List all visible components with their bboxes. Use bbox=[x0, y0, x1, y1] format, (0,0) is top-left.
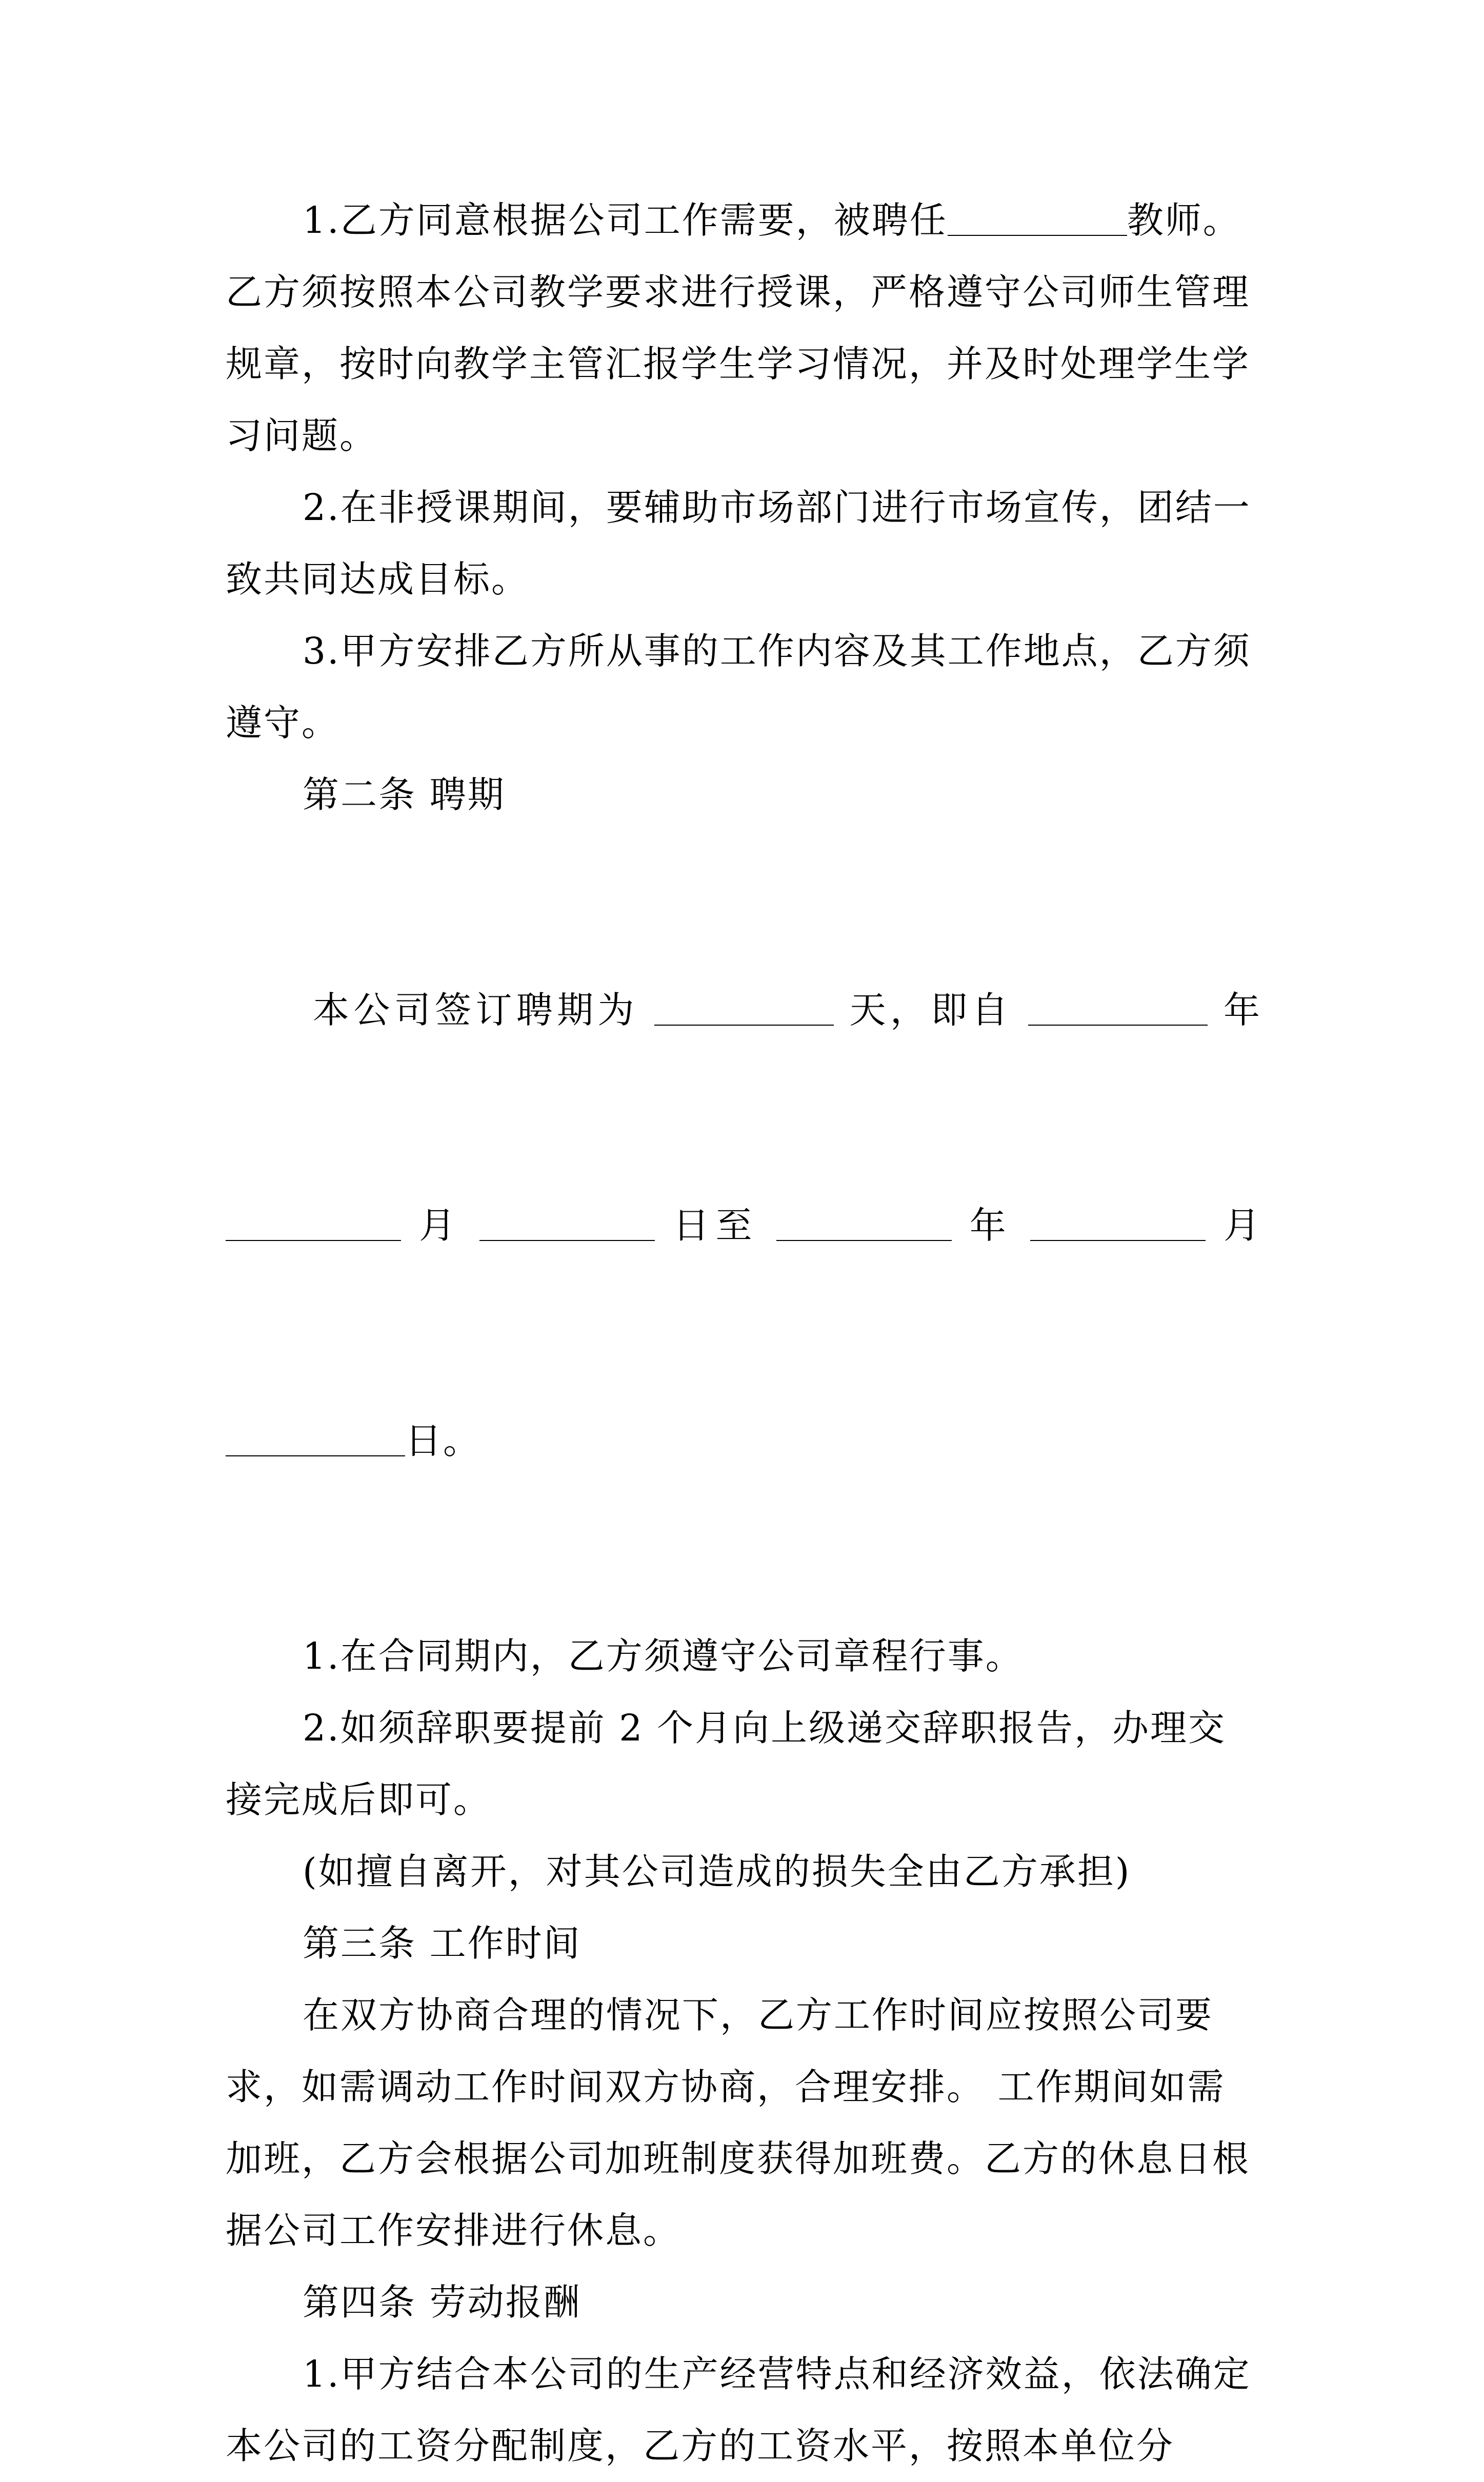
paragraph-duty-1 bbox=[226, 185, 1261, 472]
term-line-3 bbox=[226, 1405, 1261, 1477]
position-blank bbox=[948, 205, 1127, 236]
end-month-blank bbox=[1030, 1210, 1206, 1241]
end-year-blank bbox=[776, 1210, 952, 1241]
paragraph-term-rule-2: 2.如须辞职要提前 2 个月向上级递交辞职报告，办理交接完成后即可。 bbox=[226, 1707, 1227, 1821]
paragraph-term-note: (如擅自离开，对其公司造成的损失全由乙方承担) bbox=[303, 1850, 1131, 1893]
term-text-e: 日至 bbox=[673, 1204, 758, 1247]
end-day-blank bbox=[226, 1426, 405, 1456]
heading-article-3: 第三条 工作时间 bbox=[303, 1922, 581, 1965]
duty-1-text-rest: 乙方须按照本公司教学要求进行授课，严格遵守公司师生管理规章，按时向教学主管汇报学生学习情况，并及时处理学生学习问题。 bbox=[226, 271, 1251, 457]
term-text-h: 日。 bbox=[405, 1419, 482, 1462]
paragraph-term-rule-1: 1.在合同期内，乙方须遵守公司章程行事。 bbox=[303, 1635, 1024, 1677]
heading-article-2: 第二条 聘期 bbox=[303, 773, 506, 816]
paragraph-duty-3: 3.甲方安排乙方所从事的工作内容及其工作地点，乙方须遵守。 bbox=[226, 630, 1251, 744]
term-text-c: 年 bbox=[1223, 989, 1261, 1031]
paragraph-pay-1: 1.甲方结合本公司的生产经营特点和经济效益，依法确定本公司的工资分配制度，乙方的工资水平，按照本单位分 bbox=[226, 2353, 1251, 2467]
term-line-1 bbox=[226, 974, 1261, 1046]
term-text-f: 年 bbox=[969, 1204, 1013, 1247]
start-year-blank bbox=[1028, 995, 1208, 1026]
term-text-g: 月 bbox=[1224, 1204, 1262, 1247]
term-line-2 bbox=[226, 1190, 1261, 1262]
paragraph-term bbox=[226, 831, 1261, 1620]
term-days-blank bbox=[654, 995, 834, 1026]
start-month-blank bbox=[226, 1210, 401, 1241]
paragraph-work-hours: 在双方协商合理的情况下，乙方工作时间应按照公司要求，如需调动工作时间双方协商，合理安排。 工作期间如需加班，乙方会根据公司加班制度获得加班费。乙方的休息日根据公司工作安排进行休息。 bbox=[226, 1994, 1251, 2252]
duty-1-text-before: 1.乙方同意根据公司工作需要，被聘任 bbox=[303, 199, 948, 242]
term-text-d: 月 bbox=[418, 1204, 462, 1247]
document-body bbox=[226, 185, 1261, 2482]
term-text-a: 本公司签订聘期为 bbox=[313, 989, 638, 1031]
heading-article-4: 第四条 劳动报酬 bbox=[303, 2281, 581, 2324]
start-day-blank bbox=[479, 1210, 655, 1241]
duty-1-text-after: 教师。 bbox=[1127, 199, 1241, 242]
paragraph-duty-2: 2.在非授课期间，要辅助市场部门进行市场宣传，团结一致共同达成目标。 bbox=[226, 486, 1251, 601]
term-text-b: 天，即自 bbox=[849, 989, 1013, 1031]
